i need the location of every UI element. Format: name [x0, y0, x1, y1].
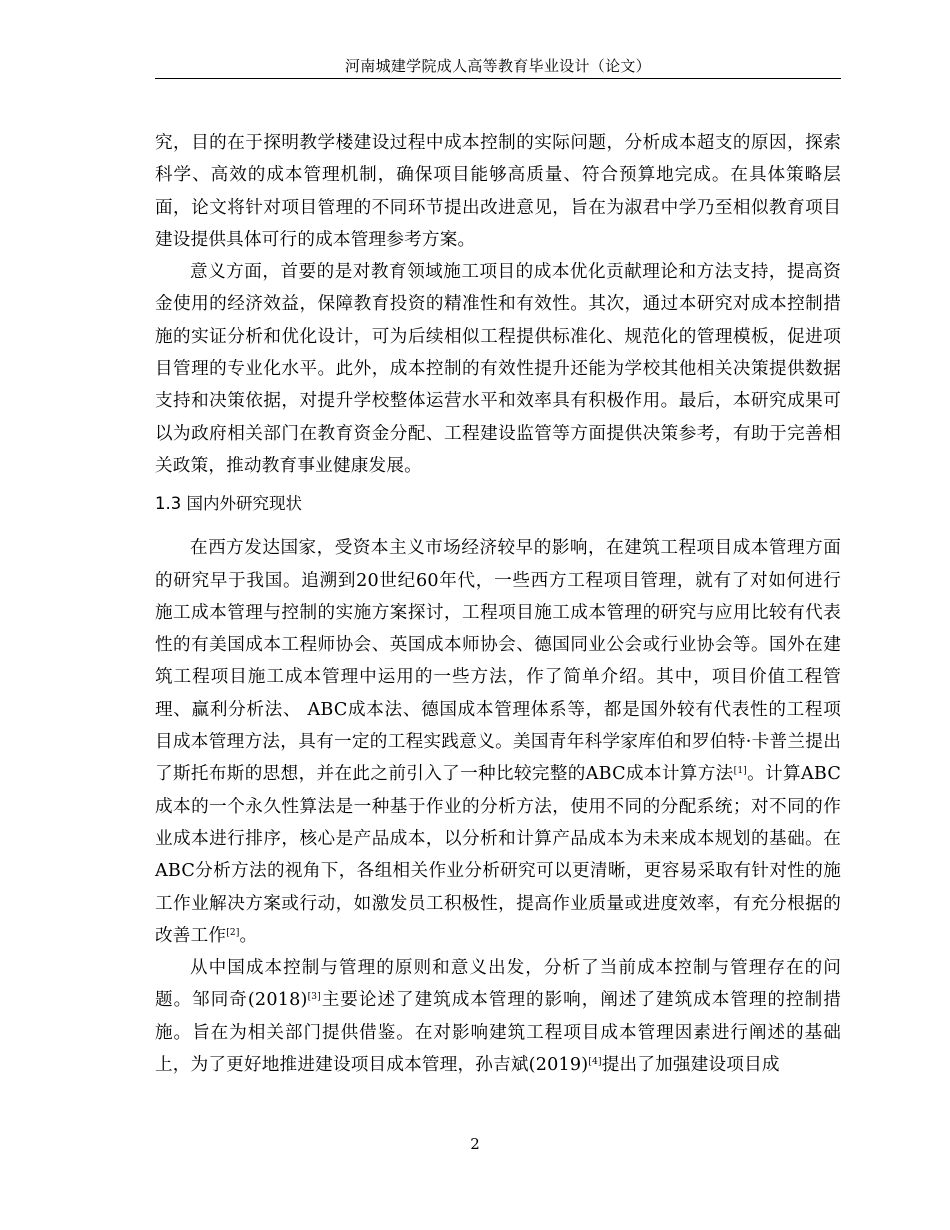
- page-number: 2: [470, 1135, 480, 1153]
- citation-ref: [4]: [588, 1057, 602, 1068]
- text-run: 主要论述了建筑成本管理的影响，阐述了建筑成本管理的控制措施。旨在为相关部门提供借鉴。在对影响建筑工程项目成本管理因素进行阐述的基础上，为了更好地推进建设项目成本管理，孙吉斌(2019): [155, 990, 841, 1076]
- paragraph-significance: 意义方面，首要的是对教育领域施工项目的成本优化贡献理论和方法支持，提高资金使用的经济效益，保障教育投资的精准性和有效性。其次，通过本研究对成本控制措施的实证分析和优化设计，可为后续相似工程提供标准化、规范化的管理模板，促进项目管理的专业化水平。此外，成本控制的有效性提升还能为学校其他相关决策提供数据支持和决策依据，对提升学校整体运营水平和效率具有积极作用。最后，本研究成果可以为政府相关部门在教育资金分配、工程建设监管等方面提供决策参考，有助于完善相关政策，推动教育事业健康发展。: [155, 262, 841, 476]
- paragraph-continuation: 究，目的在于探明教学楼建设过程中成本控制的实际问题，分析成本超支的原因，探索科学、高效的成本管理机制，确保项目能够高质量、符合预算地完成。在具体策略层面，论文将针对项目管理的不同环节提出改进意见，旨在为淑君中学乃至相似教育项目建设提供具体可行的成本管理参考方案。: [155, 133, 841, 250]
- text-run: 。: [239, 925, 258, 946]
- citation-ref: [2]: [226, 927, 240, 938]
- text-run: 提出了加强建设项目成: [601, 1055, 780, 1076]
- document-body: [155, 127, 841, 1081]
- paragraph-foreign-research: [155, 532, 841, 952]
- running-header: 河南城建学院成人高等教育毕业设计（论文）: [344, 57, 651, 75]
- text-run: 从中国成本控制与管理的原则和意义出发，分析了当前成本控制与管理存在的问题。邹同奇(2018): [155, 958, 841, 1011]
- paragraph-domestic-research: [155, 952, 841, 1081]
- section-heading: 1.3 国内外研究现状: [155, 494, 302, 514]
- citation-ref: [3]: [307, 992, 321, 1003]
- citation-ref: [1]: [733, 766, 747, 777]
- text-run: 在西方发达国家，受资本主义市场经济较早的影响，在建筑工程项目成本管理方面的研究早于我国。追溯到20世纪60年代，一些西方工程项目管理，就有了对如何进行施工成本管理与控制的实施方案探讨，工程项目施工成本管理的研究与应用比较有代表性的有美国成本工程师协会、英国成本师协会、德国同业公会或行业协会等。国外在建筑工程项目施工成本管理中运用的一些方法，作了简单介绍。其中，项目价值工程管理、赢利分析法、 ABC成本法、德国成本管理体系等，都是国外较有代表性的工程项目成本管理方法，具有一定的工程实践意义。美国青年科学家库伯和罗伯特·卡普兰提出了斯托布斯的思想，并在此之前引入了一种比较完整的ABC成本计算方法: [155, 538, 841, 785]
- text-run: 。计算ABC成本的一个永久性算法是一种基于作业的分析方法，使用不同的分配系统；对不同的作业成本进行排序，核心是产品成本，以分析和计算产品成本为未来成本规划的基础。在ABC分析方法的视角下，各组相关作业分析研究可以更清晰，更容易采取有针对性的施工作业解决方案或行动，如激发员工积极性，提高作业质量或进度效率，有充分根据的改善工作: [155, 764, 842, 946]
- header-rule: [155, 78, 841, 79]
